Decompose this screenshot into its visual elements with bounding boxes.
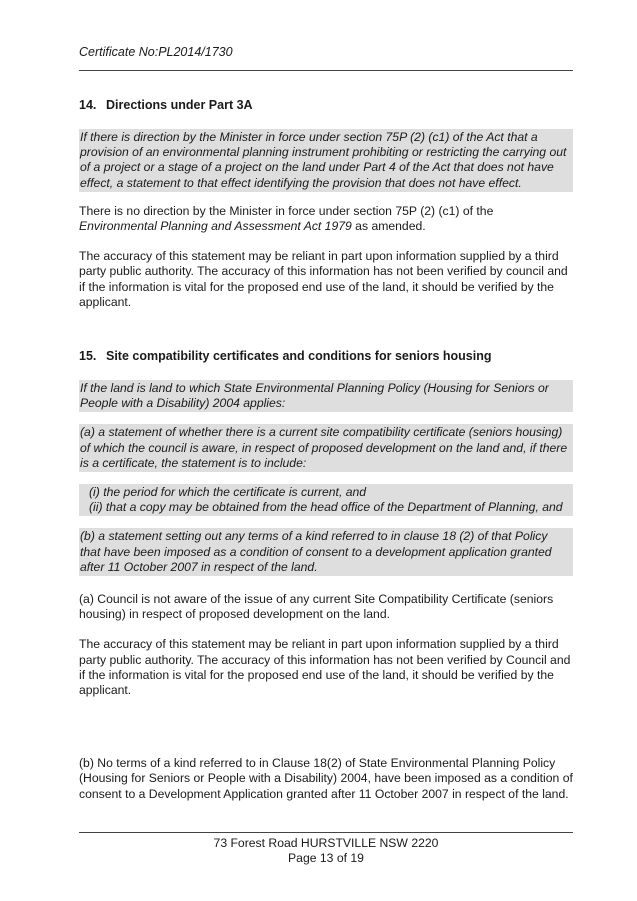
section-15-number: 15. <box>79 349 97 364</box>
section-15-question-b: (b) a statement setting out any terms of a kind referred to in clause 18 (2) of that Policy that have been imposed as a condition of consent to a development application granted after 11 October 2007 in respect of the land. <box>79 528 573 576</box>
section-15-answer-a: (a) Council is not aware of the issue of any current Site Compatibility Certificate (seniors housing) in respect of proposed development on the land. <box>79 592 554 622</box>
page-footer <box>79 836 573 866</box>
section-14-answer-end: as amended. <box>351 219 426 234</box>
section-14-question: If there is direction by the Minister in force under section 75P (2) (c1) of the Act that a provision of an environmental planning instrument prohibiting or restricting the carrying out of a project or a stage of a project on the land under Part 4 of the Act that does not have effect, a statement to that effect identifying the provision that does not have effect. <box>79 129 573 192</box>
section-15-question-a: (a) a statement of whether there is a current site compatibility certificate (seniors housing) of which the council is aware, in respect of proposed development on the land and, if there is a certificate, the statement is to include: <box>79 424 573 472</box>
page-content <box>79 98 573 817</box>
header-rule <box>79 70 573 71</box>
certificate-number: Certificate No:PL2014/1730 <box>79 45 233 59</box>
section-14-number: 14. <box>79 98 97 112</box>
section-15-heading <box>79 349 573 364</box>
section-15-title: Site compatibility certificates and conditions for seniors housing <box>106 349 492 364</box>
council-address: 73 Forest Road HURSTVILLE NSW 2220 <box>213 836 439 850</box>
section-14-answer <box>79 204 573 234</box>
section-15-answer-b: (b) No terms of a kind referred to in Clause 18(2) of State Environmental Planning Policy (Housing for Seniors or People with a Disability) 2004, have been imposed as a condition of consent to a Development Application granted after 11 October 2007 in respect of the land. <box>79 756 573 801</box>
section-14-answer-text: There is no direction by the Minister in force under section 75P (2) (c1) of the <box>79 203 494 218</box>
section-14-accuracy-note: The accuracy of this statement may be reliant in part upon information supplied by a third party public authority. The accuracy of this information has not been verified by council and if the information is vital for the proposed end use of the land, it should be verified by the applicant. <box>79 249 568 309</box>
section-15-accuracy-note: The accuracy of this statement may be reliant in part upon information supplied by a third party public authority. The accuracy of this information has not been verified by Council and if the information is vital for the proposed end use of the land, it should be verified by the applicant. <box>79 637 571 698</box>
section-14-title: Directions under Part 3A <box>106 98 253 112</box>
section-15-question-intro: If the land is land to which State Environmental Planning Policy (Housing for Seniors or People with a Disability) 2004 applies: <box>79 380 573 412</box>
section-14-heading <box>79 98 573 113</box>
act-name: Environmental Planning and Assessment Act 1979 <box>79 219 352 234</box>
section-15-question-subitems: (i) the period for which the certificate is current, and (ii) that a copy may be obtained from the head office of the Department of Planning, and <box>79 484 573 516</box>
footer-rule <box>79 832 573 833</box>
page-number: Page 13 of 19 <box>288 851 364 865</box>
